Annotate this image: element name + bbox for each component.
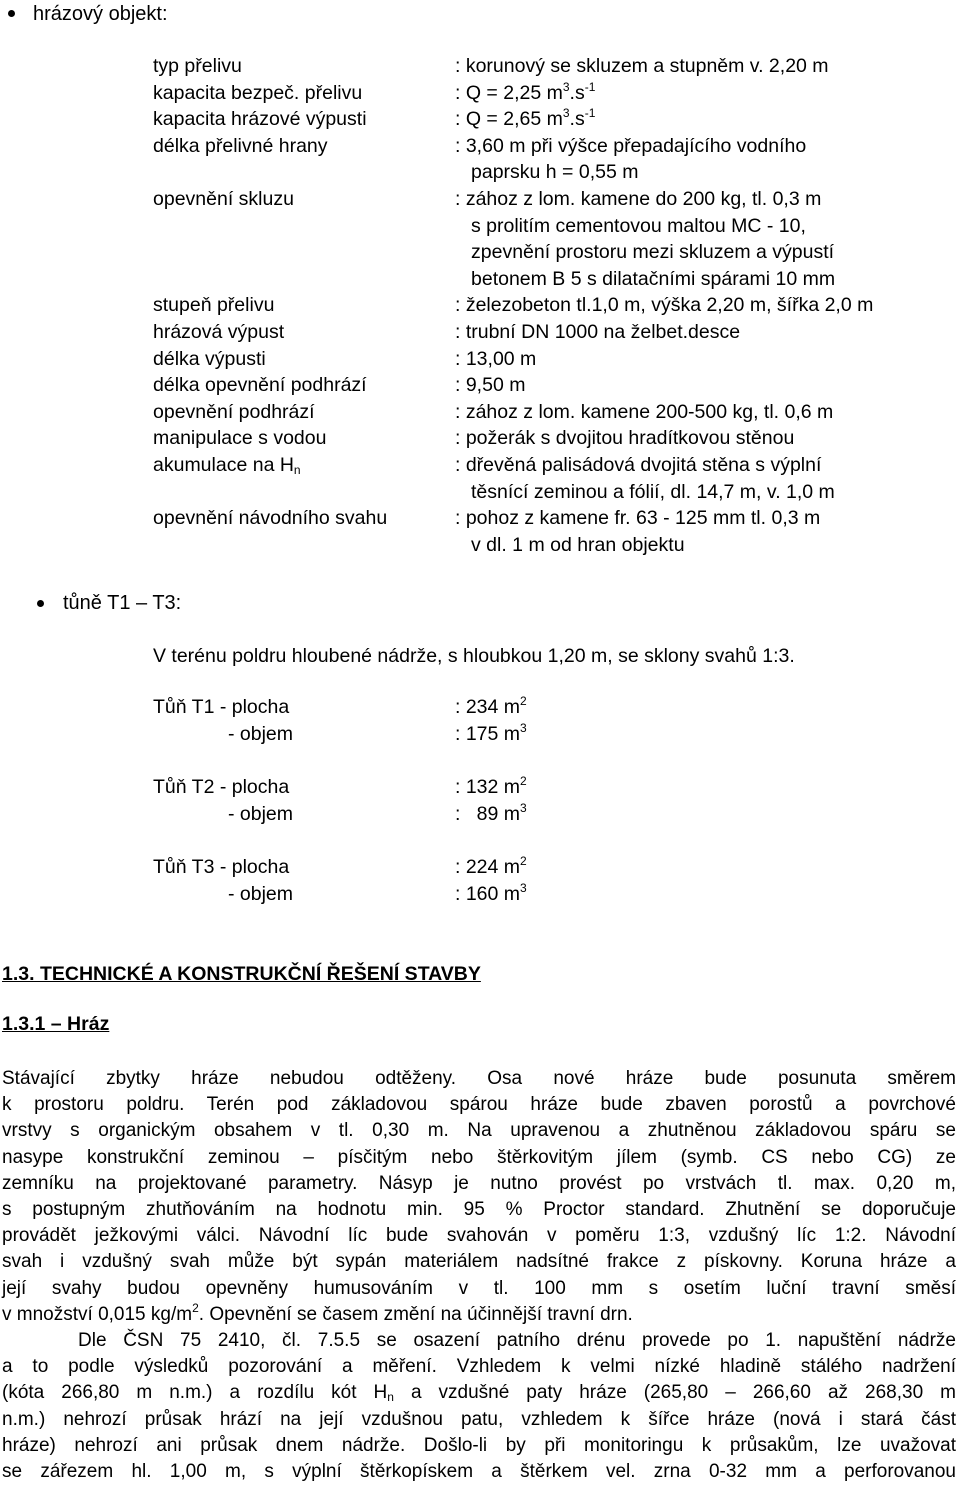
parameter-row — [153, 372, 953, 399]
parameter-value: : dřevěná palisádová dvojitá stěna s výplní těsnící zeminou a fólií, dl. 14,7 m, v. 1,0 m — [455, 453, 835, 503]
pool-value: : 160 $m^3$ — [455, 881, 527, 905]
parameter-label: stupeň přelivu — [153, 294, 275, 317]
parameter-value: : Q = 2,25 $m^3.s^{-1}$ — [455, 79, 596, 104]
pool-label: Tůň T2 - plocha — [153, 776, 290, 798]
pool-label: - objem — [228, 803, 294, 825]
pool-block — [153, 694, 853, 748]
body-line: (kóta 266,80 m n.m.) a rozdílu kót $H_n$ a vzdušné paty hráze (265,80 – 266,60 až 268,30 m — [2, 1382, 956, 1405]
pool-value: : 234 $m^2$ — [455, 694, 527, 718]
parameter-row — [153, 133, 953, 186]
pool-row — [153, 774, 853, 801]
pool-block — [153, 774, 853, 828]
body-line: vrstvy s organickým obsahem v tl. 0,30 m. Na upravenou a zhutněnou základovou spáru se — [2, 1120, 956, 1142]
body-line: svah i vzdušný svah může být sypán materiálem nadsítné frakce z pískovny. Koruna hráze a — [2, 1251, 956, 1273]
parameter-label: opevnění skluzu — [153, 187, 294, 210]
parameter-value: : železobeton tl.1,0 m, výška 2,20 m, šířka 2,0 m — [455, 294, 874, 317]
section-bullet-heading: tůně T1 – T3: — [63, 592, 182, 614]
body-line: hráze) nehrozí ani průsak dnem nádrže. Došlo-li by při monitoringu k průsakům, lze uvažovat — [2, 1434, 956, 1456]
body-line: Dle ČSN 75 2410, čl. 7.5.5 se osazení patního drénu provede po 1. napuštění nádrže — [78, 1330, 956, 1352]
body-line: n.m.) nehrozí průsak hrází na její vzdušnou patu, vzhledem k šířce hráze (nová i stará část — [2, 1408, 956, 1430]
parameter-row — [153, 399, 953, 426]
parameter-row — [153, 80, 953, 107]
parameter-value: : pohoz z kamene fr. 63 - 125 mm tl. 0,3 m v dl. 1 m od hran objektu — [455, 507, 821, 556]
parameter-row — [153, 53, 953, 80]
parameter-label: manipulace s vodou — [153, 427, 327, 450]
body-line: k prostoru poldru. Terén pod základovou spárou hráze bude zbaven porostů a povrchové — [2, 1094, 956, 1116]
body-line: provádět ježkovými válci. Návodní líc bude svahován v poměru 1:3, vzdušný líc 1:2. Návodní — [2, 1225, 956, 1247]
parameter-label: délka opevnění podhrází — [153, 374, 367, 397]
parameter-label: kapacita hrázové výpusti — [153, 108, 367, 131]
parameter-value: : trubní DN 1000 na želbet.desce — [455, 320, 741, 343]
parameter-label: typ přelivu — [153, 55, 242, 77]
pool-row — [153, 721, 853, 748]
pool-label: Tůň T1 - plocha — [153, 696, 290, 718]
parameter-label: opevnění návodního svahu — [153, 507, 388, 530]
pool-row — [153, 694, 853, 721]
pool-row — [153, 854, 853, 881]
parameter-value: : požerák s dvojitou hradítkovou stěnou — [455, 427, 795, 450]
parameter-label: délka výpusti — [153, 347, 266, 370]
parameter-row — [153, 425, 953, 452]
parameter-row — [153, 292, 953, 319]
parameter-row — [153, 319, 953, 346]
parameter-value: : 3,60 m při výšce přepadajícího vodního paprsku h = 0,55 m — [455, 134, 807, 184]
parameter-label: hrázová výpust — [153, 320, 285, 343]
body-line: nasype konstrukční zeminou – písčitým nebo štěrkovitým jílem (symb. CS nebo CG) ze — [2, 1146, 956, 1168]
parameter-label: délka přelivné hrany — [153, 134, 328, 157]
bullet-dot — [37, 600, 44, 607]
parameter-value: : zához z lom. kamene do 200 kg, tl. 0,3 m s prolitím cementovou maltou MC - 10, zpevnění prostoru mezi skluzem a výpustí betonem B 5 s dilatačními spárami 10 mm — [455, 187, 836, 290]
pool-value: : 224 $m^2$ — [455, 854, 527, 878]
parameter-row — [153, 505, 953, 558]
subsection-heading: 1.3.1 – Hráz — [2, 1013, 110, 1035]
parameter-row — [153, 346, 953, 373]
body-paragraphs — [2, 1066, 956, 1485]
parameter-value: : 13,00 m — [455, 347, 537, 370]
body-line: její svahy budou opevněny humusováním v tl. 100 mm s osetím luční travní směsí — [2, 1277, 956, 1299]
pool-value: : 89 $m^3$ — [455, 801, 527, 825]
pool-row — [153, 881, 853, 908]
pools-list — [153, 694, 853, 908]
body-line: se zářezem hl. 1,00 m, s výplní štěrkopískem a štěrkem vel. zrna 0-32 mm a perforovanou — [2, 1461, 956, 1483]
parameter-row — [153, 452, 953, 505]
body-line: a to podle výsledků pozorování a měření. Vzhledem k velmi nízké hladině stálého nadržení — [2, 1356, 956, 1378]
body-line: s postupným zhutňováním na hodnotu min. 95 % Proctor standard. Zhutnění se doporučuje — [2, 1199, 956, 1221]
parameter-value: : korunový se skluzem a stupněm v. 2,20 m — [455, 55, 829, 77]
body-line: v množství 0,015 $kg/m^2$. Opevnění se časem změní na účinnější travní drn. — [2, 1300, 633, 1325]
bullet-dot — [8, 10, 15, 17]
section-bullet-heading: hrázový objekt: — [33, 3, 168, 25]
parameter-label: akumulace na $H_n$ — [153, 453, 301, 477]
body-line: zemníku na projektované parametry. Násyp je nutno provést po vrstvách tl. max. 0,20 m, — [2, 1172, 956, 1194]
section-heading: 1.3. TECHNICKÉ A KONSTRUKČNÍ ŘEŠENÍ STAVBY — [2, 963, 481, 985]
parameter-row — [153, 186, 953, 292]
pool-label: - objem — [228, 883, 294, 905]
pool-row — [153, 801, 853, 828]
parameter-row — [153, 106, 953, 133]
pool-label: - objem — [228, 723, 294, 745]
pool-label: Tůň T3 - plocha — [153, 856, 290, 878]
pool-value: : 132 $m^2$ — [455, 774, 527, 798]
pools-intro-text: V terénu poldru hloubené nádrže, s hloubkou 1,20 m, se sklony svahů 1:3. — [153, 645, 795, 667]
parameter-value: : Q = 2,65 $m^3.s^{-1}$ — [455, 106, 596, 131]
body-line: Stávající zbytky hráze nebudou odtěženy. Osa nové hráze bude posunuta směrem — [2, 1068, 956, 1089]
parameter-value: : zához z lom. kamene 200-500 kg, tl. 0,6 m — [455, 400, 834, 423]
parameter-value: : 9,50 m — [455, 374, 526, 397]
pool-block — [153, 854, 853, 908]
parameter-label: opevnění podhrází — [153, 400, 315, 423]
parameter-label: kapacita bezpeč. přelivu — [153, 81, 363, 104]
pool-value: : 175 $m^3$ — [455, 721, 527, 745]
dam-parameters-list — [153, 53, 953, 558]
